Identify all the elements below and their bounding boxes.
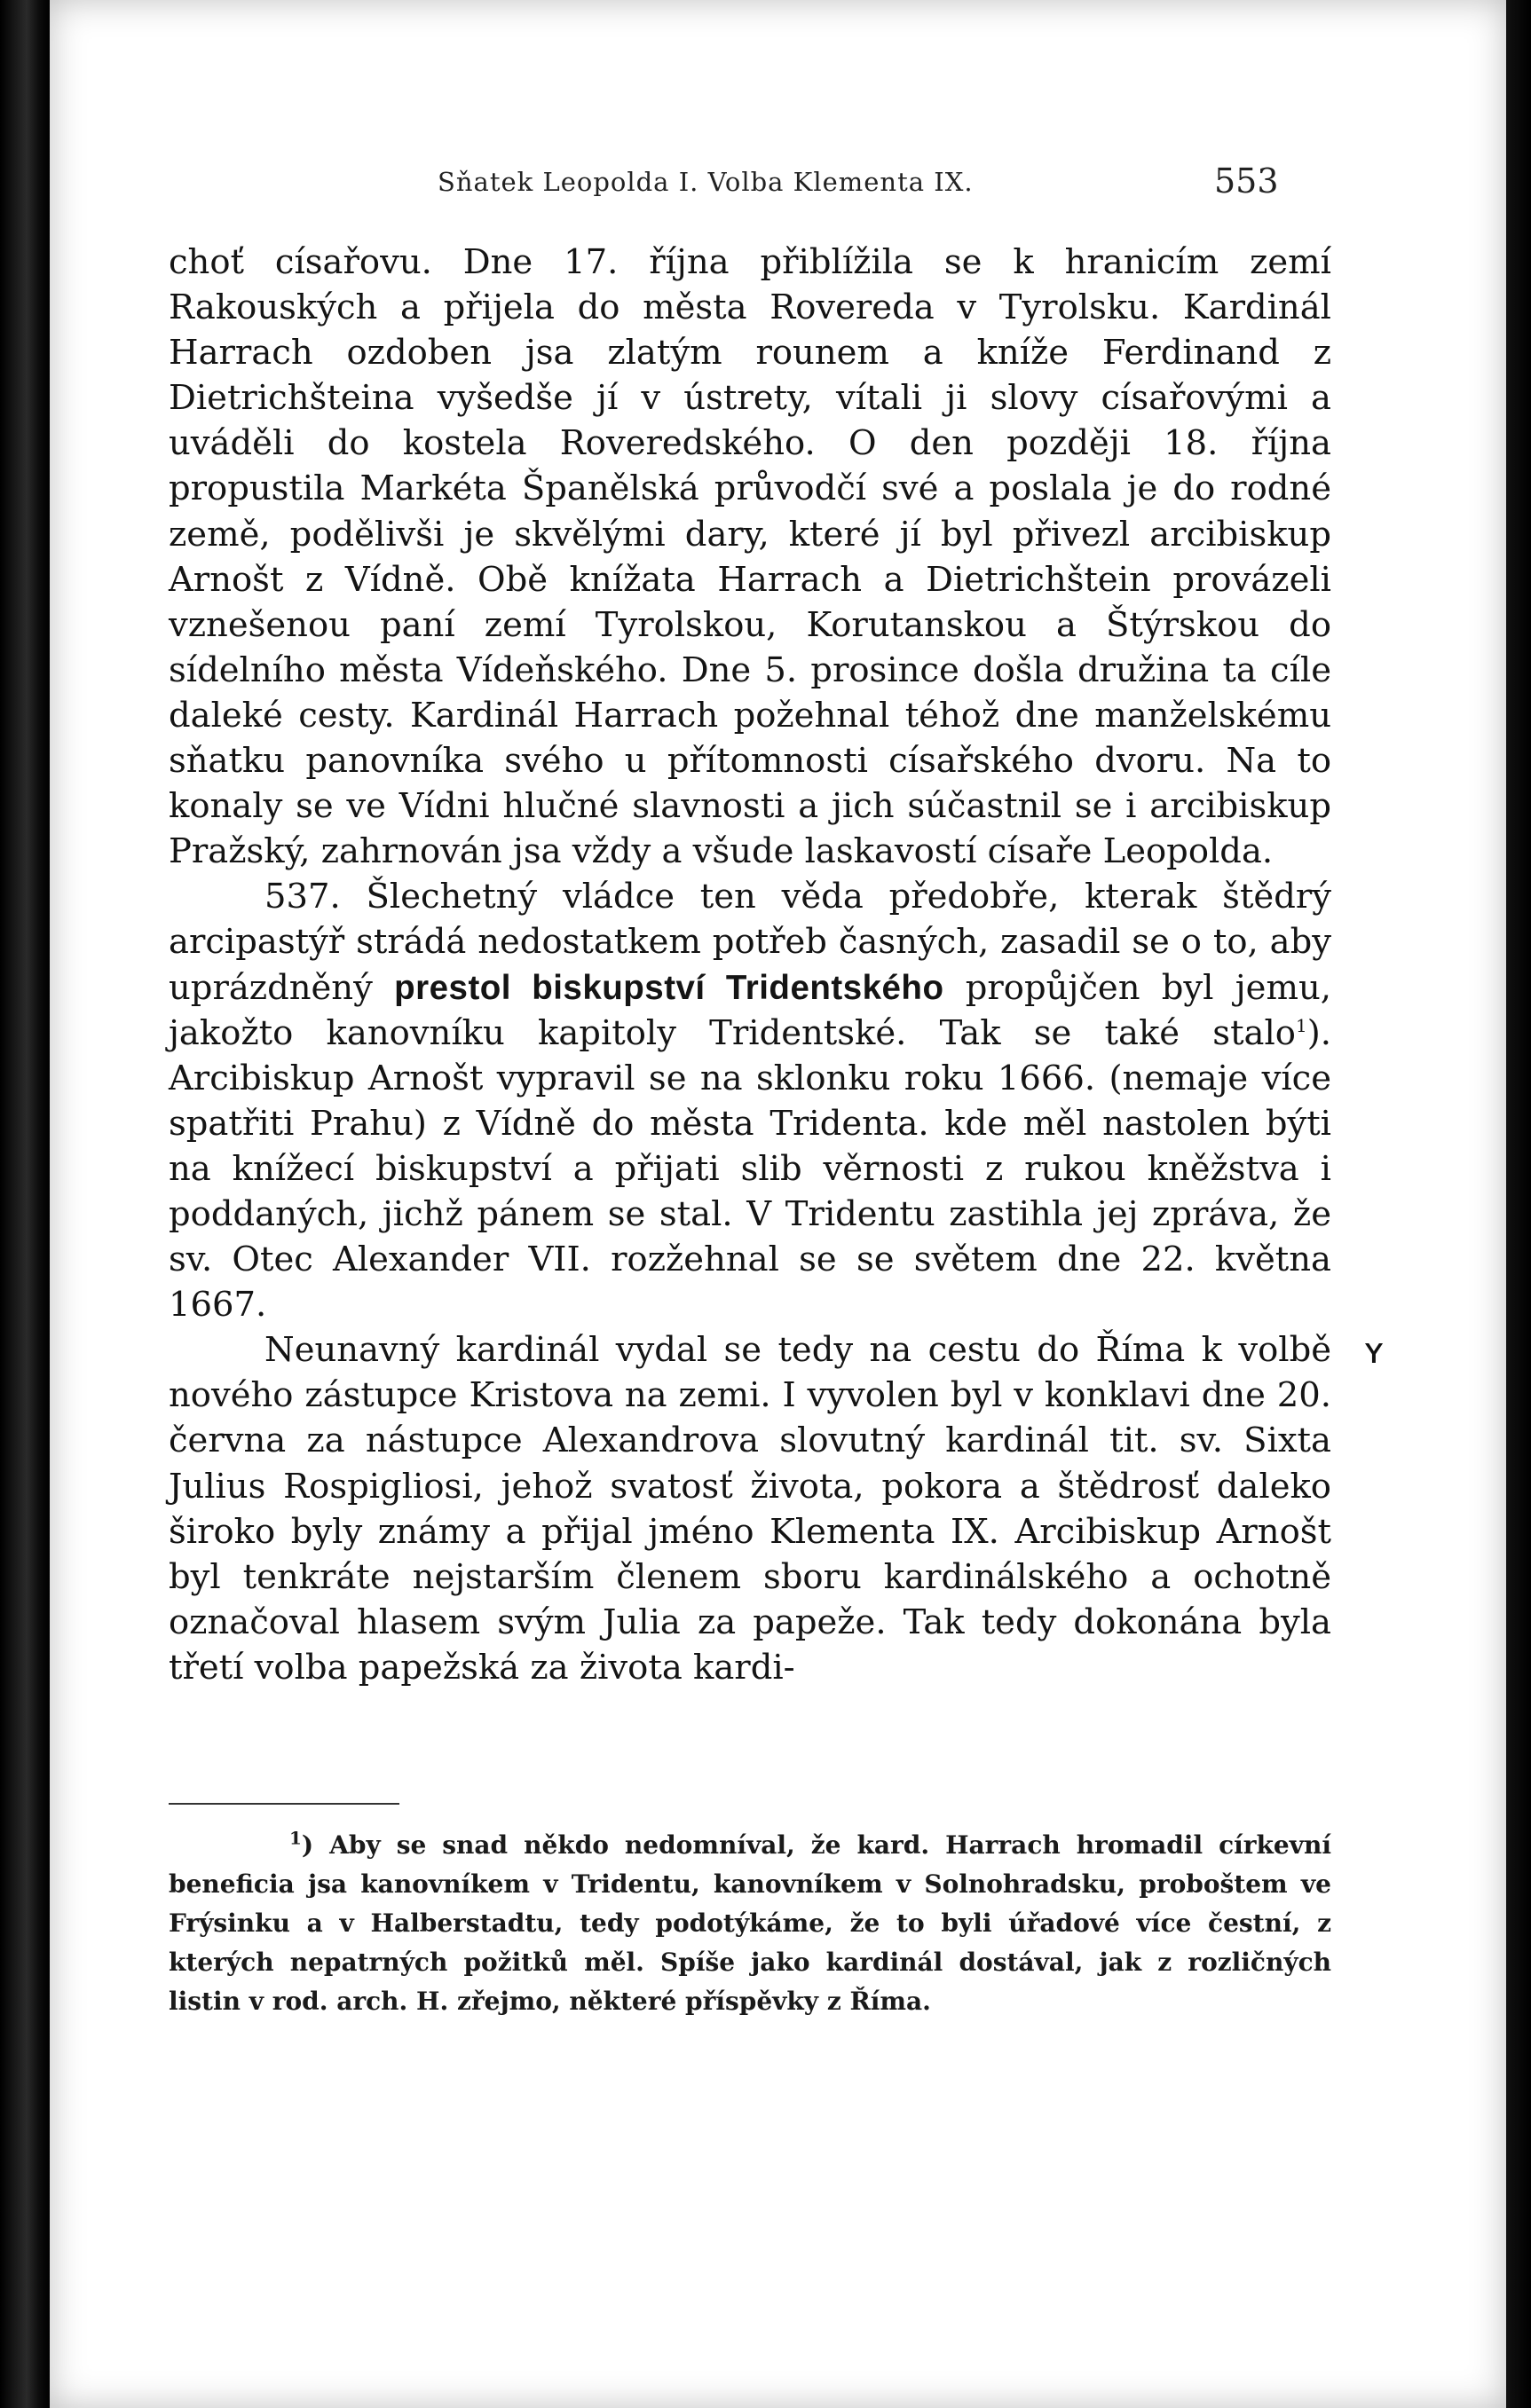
footnote-divider (169, 1803, 399, 1805)
footnote-text: Aby se snad někdo nedomníval, že kard. Harrach hromadil církevní beneficia jsa kanovníkem v Tridentu, kanovníkem v Solnohradsku, proboštem ve Frýsinku a v Halberstadtu, tedy podotýkáme, že to byli úřadové více čestní, z kterých nepatrných požitků měl. Spíše jako kardinál dostával, jak z rozličných listin v rod. arch. H. zřejmo, některé příspěvky z Říma. (169, 1830, 1332, 2016)
footnote-marker-close: ) (301, 1830, 314, 1860)
margin-annotation-mark: ʏ (1363, 1331, 1385, 1372)
footnote-1 (169, 1826, 1331, 2021)
scan-left-edge (0, 0, 50, 2408)
paragraph-1-text: choť císařovu. Dne 17. října přiblížila se k hranicím zemí Rakouských a přijela do města Rovereda v Tyrolsku. Kardinál Harrach ozdoben jsa zlatým rounem a kníže Ferdinand z Dietrichšteina vyšedše jí v ústrety, vítali ji slovy císařovými a uváděli do kostela Roveredského. O den později 18. října propustila Markéta Španělská průvodčí své a poslala je do rodné země, podělivši je skvělými dary, které jí byl přivezl arcibiskup Arnošt z Vídně. Obě knížata Harrach a Dietrichštein provázeli vznešenou paní zemí Tyrolskou, Korutanskou a Štýrskou do sídelního města Vídeňského. Dne 5. prosince došla družina ta cíle daleké cesty. Kardinál Harrach požehnal téhož dne manželskému sňatku panovníka svého u přítomnosti císařského dvoru. Na to konaly se ve Vídni hlučné slavnosti a jich súčastnil se i arcibiskup Pražský, zahrnován jsa vždy a všude laskavostí císaře Leopolda. (169, 242, 1331, 872)
page-number: 553 (1214, 161, 1279, 201)
paragraph-2-text-b: propůjčen byl jemu, jakožto kanovníku kapitoly Tridentské. Tak se také stalo (169, 967, 1331, 1053)
paragraph-3 (169, 1327, 1331, 1690)
paragraph-2-emphasis: prestol biskupství Tridentského (394, 968, 944, 1007)
scan-right-edge (1506, 0, 1531, 2408)
paragraph-2-text-a: 537. Šlechetný vládce ten věda předobře, kterak štědrý arcipastýř strádá nedostatkem potřeb časných, zasadil se o to, aby uprázdněný (169, 877, 1331, 1008)
paragraph-2-text-c: ). Arcibiskup Arnošt vypravil se na sklonku roku 1666. (nemaje více spatřiti Prahu) z Vídně do města Tridenta. kde měl nastolen býti na knížecí biskupství a přijati slib věrnosti z rukou kněžstva i poddaných, jichž pánem se stal. V Tridentu zastihla jej zpráva, že sv. Otec Alexander VII. rozžehnal se se světem dne 22. května 1667. (169, 1012, 1331, 1326)
main-text (169, 240, 1331, 1690)
running-head-title: Sňatek Leopolda I. Volba Klementa IX. (438, 167, 974, 197)
footnote-marker: 1 (289, 1827, 302, 1849)
footnote-reference: 1 (1296, 1014, 1307, 1036)
running-head (50, 161, 1506, 215)
footnote-block (169, 1826, 1331, 2021)
paragraph-2 (169, 874, 1331, 1327)
book-page (50, 0, 1506, 2408)
paragraph-3-text: Neunavný kardinál vydal se tedy na cestu do Říma k volbě nového zástupce Kristova na zemi. I vyvolen byl v konklavi dne 20. června za nástupce Alexandrova slovutný kardinál tit. sv. Sixta Julius Rospigliosi, jehož svatosť života, pokora a štědrosť daleko široko byly známy a přijal jméno Klementa IX. Arcibiskup Arnošt byl tenkráte nejstarším členem sboru kardinálského a ochotně označoval hlasem svým Julia za papeže. Tak tedy dokonána byla třetí volba papežská za života kardi- (169, 1330, 1331, 1688)
paragraph-1 (169, 240, 1331, 874)
